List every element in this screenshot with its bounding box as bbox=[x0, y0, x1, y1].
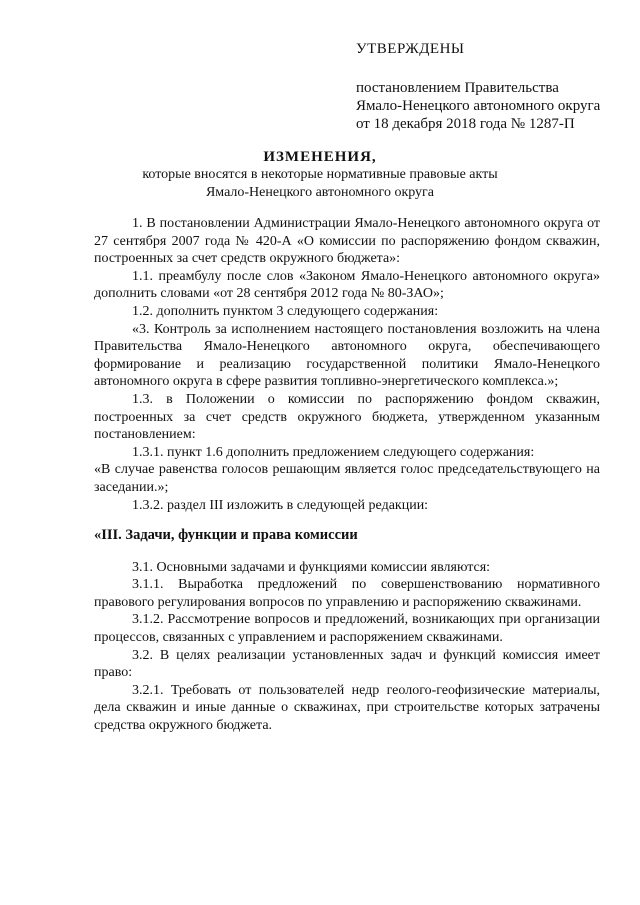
approval-block bbox=[356, 40, 616, 133]
paragraph-1-3-1: 1.3.1. пункт 1.6 дополнить предложением следующего содержания: bbox=[132, 444, 535, 460]
section-title: «III. Задачи, функции и права комиссии bbox=[94, 527, 358, 544]
paragraph-3-2: 3.2. В целях реализации установленных задач и функций комиссия имеет право: bbox=[94, 647, 600, 681]
approval-heading: УТВЕРЖДЕНЫ bbox=[356, 41, 465, 57]
paragraph-3-1-2: 3.1.2. Рассмотрение вопросов и предложений, возникающих при организации процессов, связанных с управлением и распоряжением скважинами. bbox=[94, 612, 600, 646]
approval-line-2: Ямало-Ненецкого автономного округа bbox=[356, 98, 601, 114]
paragraph-quote-3: «3. Контроль за исполнением настоящего постановления возложить на члена Правительства Ямало-Ненецкого автономного округа, обеспечивающего формирование и реализацию государственной политики Ямало-Ненецкого автономного округа в сфере развития топливно-энергетического комплекса.»; bbox=[94, 321, 600, 390]
approval-line-1: постановлением Правительства bbox=[356, 80, 559, 96]
title-line-1: которые вносятся в некоторые нормативные правовые акты bbox=[142, 167, 498, 182]
paragraph-1-3-2: 1.3.2. раздел III изложить в следующей редакции: bbox=[132, 497, 429, 513]
document-title bbox=[100, 148, 540, 202]
paragraph-1: 1. В постановлении Администрации Ямало-Ненецкого автономного округа от 27 сентября 2007 года № 420-А «О комиссии по распоряжению фондом скважин, построенных за счет средств окружного бюджета»: bbox=[94, 216, 600, 267]
paragraph-3-2-1: 3.2.1. Требовать от пользователей недр геолого-геофизические материалы, дела скважин и иные данные о скважинах, при строительстве которых затрачены средства окружного бюджета. bbox=[94, 682, 600, 734]
paragraph-quote-tie: «В случае равенства голосов решающим является голос председательствующего на заседании.»; bbox=[94, 462, 600, 495]
approval-line-3: от 18 декабря 2018 года № 1287-П bbox=[356, 116, 575, 132]
paragraph-1-2: 1.2. дополнить пунктом 3 следующего содержания: bbox=[132, 303, 439, 319]
paragraph-3-1: 3.1. Основными задачами и функциями комиссии являются: bbox=[132, 559, 491, 575]
paragraph-1-3: 1.3. в Положении о комиссии по распоряжению фондом скважин, построенных за счет средств окружного бюджета, утвержденном указанным постановлением: bbox=[94, 391, 600, 443]
document-body bbox=[94, 215, 600, 735]
title-main: ИЗМЕНЕНИЯ, bbox=[263, 149, 377, 165]
title-line-2: Ямало-Ненецкого автономного округа bbox=[205, 185, 435, 200]
paragraph-1-1: 1.1. преамбулу после слов «Законом Ямало-Ненецкого автономного округа» дополнить словами «от 28 сентября 2012 года № 80-ЗАО»; bbox=[94, 268, 600, 302]
paragraph-3-1-1: 3.1.1. Выработка предложений по совершенствованию нормативного правового регулирования вопросов по управлению и распоряжению скважинами. bbox=[94, 577, 600, 610]
